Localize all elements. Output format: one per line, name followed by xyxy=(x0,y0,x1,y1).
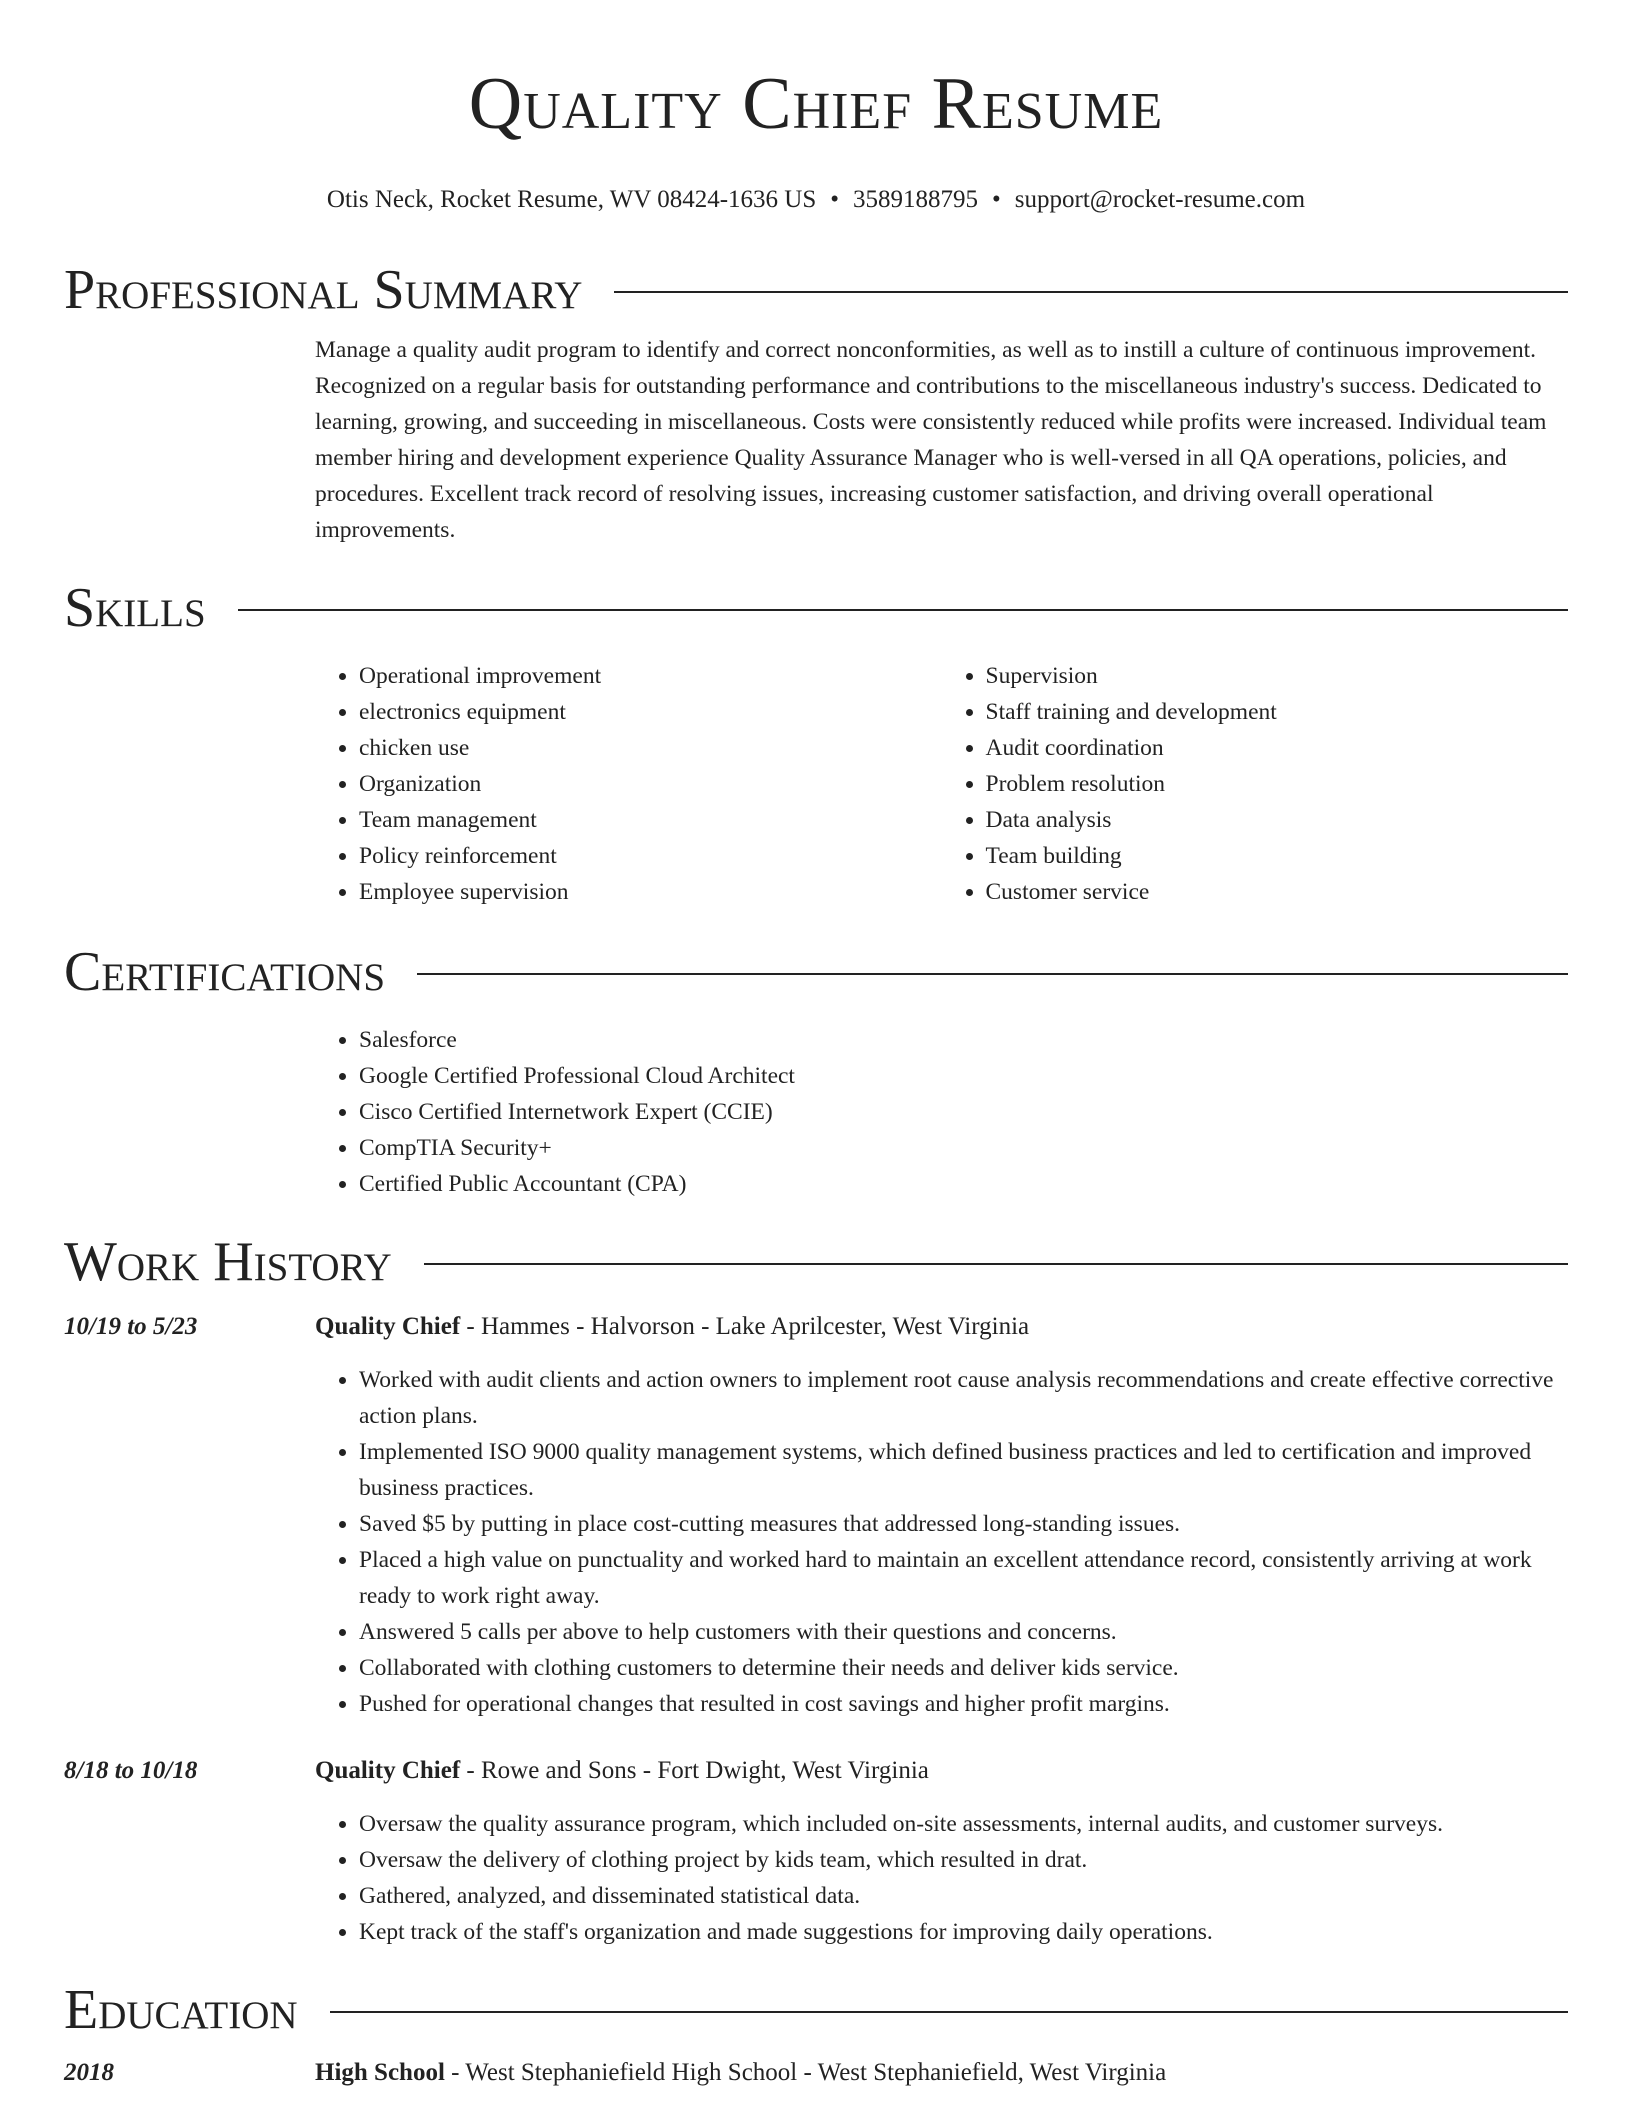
skill-item: • Data analysis xyxy=(986,802,1569,838)
job-bullet-list xyxy=(315,1806,1568,1950)
skill-item: • electronics equipment xyxy=(359,694,942,730)
job-header xyxy=(64,1310,1568,1344)
skills-list-right xyxy=(942,658,1569,910)
education-year: 2018 xyxy=(64,2059,114,2086)
job-bullet: • Worked with audit clients and action owners to implement root cause analysis recommendations and create effective corrective action plans. xyxy=(359,1362,1568,1434)
job-bullet-list xyxy=(315,1362,1568,1722)
job-heading xyxy=(315,1310,1029,1344)
section-title-certifications: Certifications xyxy=(64,941,386,1003)
contact-separator: • xyxy=(830,186,839,213)
job-entry xyxy=(64,1310,1568,1722)
skill-item: • Staff training and development xyxy=(986,694,1569,730)
skill-item: • Operational improvement xyxy=(359,658,942,694)
section-divider xyxy=(238,609,1568,611)
job-bullet: • Answered 5 calls per above to help customers with their questions and concerns. xyxy=(359,1614,1568,1650)
resume-title: Quality Chief Resume xyxy=(468,63,1164,145)
contact-address: Otis Neck, Rocket Resume, WV 08424-1636 US xyxy=(326,186,817,213)
section-title-summary: Professional Summary xyxy=(64,259,583,321)
skill-item: • Organization xyxy=(359,766,942,802)
job-bullets xyxy=(315,1806,1568,1950)
certifications-list xyxy=(315,1022,1568,1202)
section-header-work-history xyxy=(64,1230,1568,1294)
job-entry xyxy=(64,1754,1568,1950)
section-divider xyxy=(417,973,1568,975)
skill-item: • Audit coordination xyxy=(986,730,1569,766)
job-bullet: • Collaborated with clothing customers to determine their needs and deliver kids service. xyxy=(359,1650,1568,1686)
education-details: - West Stephaniefield High School - West Stephaniefield, West Virginia xyxy=(444,2059,1167,2086)
skills-body xyxy=(315,658,1568,910)
certification-item: • Certified Public Accountant (CPA) xyxy=(359,1166,1568,1202)
section-header-skills xyxy=(64,576,1568,640)
summary-text: Manage a quality audit program to identify and correct nonconformities, as well as to instill a culture of continuous improvement. Recognized on a regular basis for outstanding performance and contributions to the miscellaneous industry's success. Dedicated to learning, growing, and succeeding in miscellaneous. Costs were consistently reduced while profits were increased. Individual team member hiring and development experience Quality Assurance Manager who is well-versed in all QA operations, policies, and procedures. Excellent track record of resolving issues, increasing customer satisfaction, and driving overall operational improvements. xyxy=(315,337,1547,543)
certification-item: • Cisco Certified Internetwork Expert (CCIE) xyxy=(359,1094,1568,1130)
section-divider xyxy=(614,291,1568,293)
section-header-summary xyxy=(64,258,1568,322)
skill-item: • Team management xyxy=(359,802,942,838)
job-bullet: • Gathered, analyzed, and disseminated statistical data. xyxy=(359,1878,1568,1914)
section-header-education xyxy=(64,1978,1568,2042)
job-header xyxy=(64,1754,1568,1788)
job-bullet: • Implemented ISO 9000 quality management systems, which defined business practices and led to certification and improved business practices. xyxy=(359,1434,1568,1506)
skill-item: • Supervision xyxy=(986,658,1569,694)
job-bullet: • Kept track of the staff's organization and made suggestions for improving daily operations. xyxy=(359,1914,1568,1950)
skill-item: • Team building xyxy=(986,838,1569,874)
job-details: - Hammes - Halvorson - Lake Aprilcester, West Virginia xyxy=(460,1313,1030,1340)
certification-item: • Salesforce xyxy=(359,1022,1568,1058)
contact-line xyxy=(64,184,1568,216)
job-title: Quality Chief xyxy=(315,1757,461,1784)
contact-separator: • xyxy=(992,186,1001,213)
job-bullet: • Oversaw the delivery of clothing project by kids team, which resulted in drat. xyxy=(359,1842,1568,1878)
job-dates: 8/18 to 10/18 xyxy=(64,1757,198,1784)
education-header xyxy=(64,2056,1568,2090)
job-bullet: • Oversaw the quality assurance program, which included on-site assessments, internal audits, and customer surveys. xyxy=(359,1806,1568,1842)
section-title-education: Education xyxy=(64,1979,298,2041)
job-heading xyxy=(315,1754,929,1788)
summary-body xyxy=(315,332,1568,548)
skills-grid xyxy=(315,658,1568,910)
job-bullet: • Saved $5 by putting in place cost-cutting measures that addressed long-standing issues. xyxy=(359,1506,1568,1542)
skill-item: • chicken use xyxy=(359,730,942,766)
skill-item: • Problem resolution xyxy=(986,766,1569,802)
job-bullet: • Placed a high value on punctuality and worked hard to maintain an excellent attendance record, consistently arriving at work ready to work right away. xyxy=(359,1542,1568,1614)
job-details: - Rowe and Sons - Fort Dwight, West Virginia xyxy=(460,1757,929,1784)
education-heading xyxy=(315,2056,1166,2090)
skill-item: • Employee supervision xyxy=(359,874,942,910)
section-title-skills: Skills xyxy=(64,577,206,639)
section-divider xyxy=(330,2011,1568,2013)
job-dates: 10/19 to 5/23 xyxy=(64,1313,198,1340)
section-title-work-history: Work History xyxy=(64,1231,392,1293)
certification-item: • CompTIA Security+ xyxy=(359,1130,1568,1166)
education-degree: High School xyxy=(315,2059,445,2086)
job-title: Quality Chief xyxy=(315,1313,461,1340)
skill-item: • Policy reinforcement xyxy=(359,838,942,874)
skill-item: • Customer service xyxy=(986,874,1569,910)
certifications-body xyxy=(315,1022,1568,1202)
section-header-certifications xyxy=(64,940,1568,1004)
contact-email: support@rocket-resume.com xyxy=(1014,186,1306,213)
section-divider xyxy=(424,1263,1568,1265)
skills-list-left xyxy=(315,658,942,910)
job-bullets xyxy=(315,1362,1568,1722)
education-entry xyxy=(64,2056,1568,2090)
certification-item: • Google Certified Professional Cloud Architect xyxy=(359,1058,1568,1094)
job-bullet: • Pushed for operational changes that resulted in cost savings and higher profit margins. xyxy=(359,1686,1568,1722)
contact-phone: 3589188795 xyxy=(853,186,978,213)
